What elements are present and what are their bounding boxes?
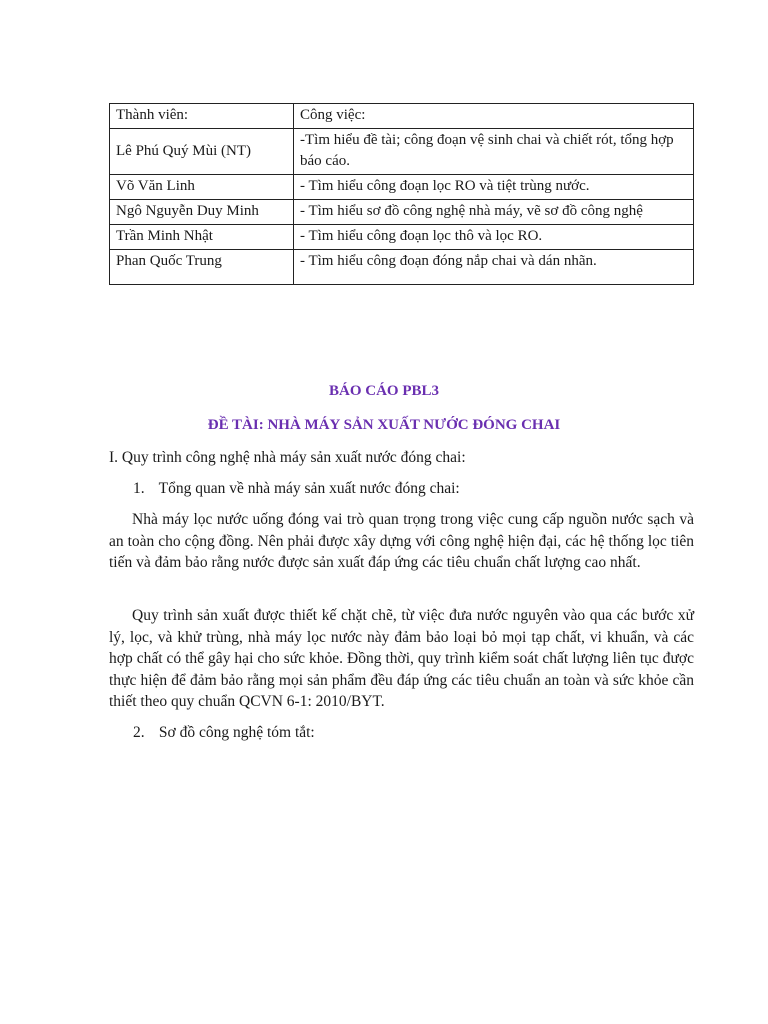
member-name: Lê Phú Quý Mùi (NT) [110,129,294,175]
list-text: Sơ đồ công nghệ tóm tắt: [158,724,315,741]
member-name: Võ Văn Linh [110,175,294,200]
member-name: Phan Quốc Trung [110,250,294,285]
list-number: 1. [133,480,145,497]
header-task: Công việc: [294,104,694,129]
table-row [110,225,694,250]
table-row [110,175,694,200]
table-row [110,250,694,285]
report-title: BÁO CÁO PBL3 [328,383,439,399]
member-task: - Tìm hiểu công đoạn lọc RO và tiệt trùng nước. [294,175,694,200]
table-header-row [110,104,694,129]
table-row [110,200,694,225]
member-name: Ngô Nguyễn Duy Minh [110,200,294,225]
member-task: - Tìm hiểu sơ đồ công nghệ nhà máy, vẽ sơ đồ công nghệ [294,200,694,225]
section-heading: I. Quy trình công nghệ nhà máy sản xuất nước đóng chai: [109,449,466,466]
list-item-2 [133,724,315,742]
list-item-1 [133,480,460,498]
list-text: Tổng quan về nhà máy sản xuất nước đóng chai: [158,480,460,497]
topic-title: ĐỀ TÀI: NHÀ MÁY SẢN XUẤT NƯỚC ĐÓNG CHAI [207,417,561,433]
member-task: -Tìm hiểu đề tài; công đoạn vệ sinh chai và chiết rót, tổng hợp báo cáo. [294,129,694,175]
header-member: Thành viên: [110,104,294,129]
member-task: - Tìm hiểu công đoạn lọc thô và lọc RO. [294,225,694,250]
member-task-table [109,103,694,285]
member-name: Trần Minh Nhật [110,225,294,250]
list-number: 2. [133,724,145,741]
paragraph-overview: Nhà máy lọc nước uống đóng vai trò quan trọng trong việc cung cấp nguồn nước sạch và an toàn cho cộng đồng. Nên phải được xây dựng với công nghệ hiện đại, các hệ thống lọc tiên tiến và đảm bảo rằng nước được sản xuất đáp ứng các tiêu chuẩn chất lượng cao nhất. [109,511,694,571]
paragraph-process: Quy trình sản xuất được thiết kế chặt chẽ, từ việc đưa nước nguyên vào qua các bước xử lý, lọc, và khử trùng, nhà máy lọc nước này đảm bảo loại bỏ mọi tạp chất, vi khuẩn, và các hợp chất có thể gây hại cho sức khỏe. Đồng thời, quy trình kiểm soát chất lượng liên tục được thực hiện để đảm bảo rằng mọi sản phẩm đều đáp ứng các tiêu chuẩn an toàn và sức khỏe cần thiết theo quy chuẩn QCVN 6-1: 2010/BYT. [109,607,694,710]
member-task: - Tìm hiểu công đoạn đóng nắp chai và dán nhãn. [294,250,694,285]
table-row [110,129,694,175]
